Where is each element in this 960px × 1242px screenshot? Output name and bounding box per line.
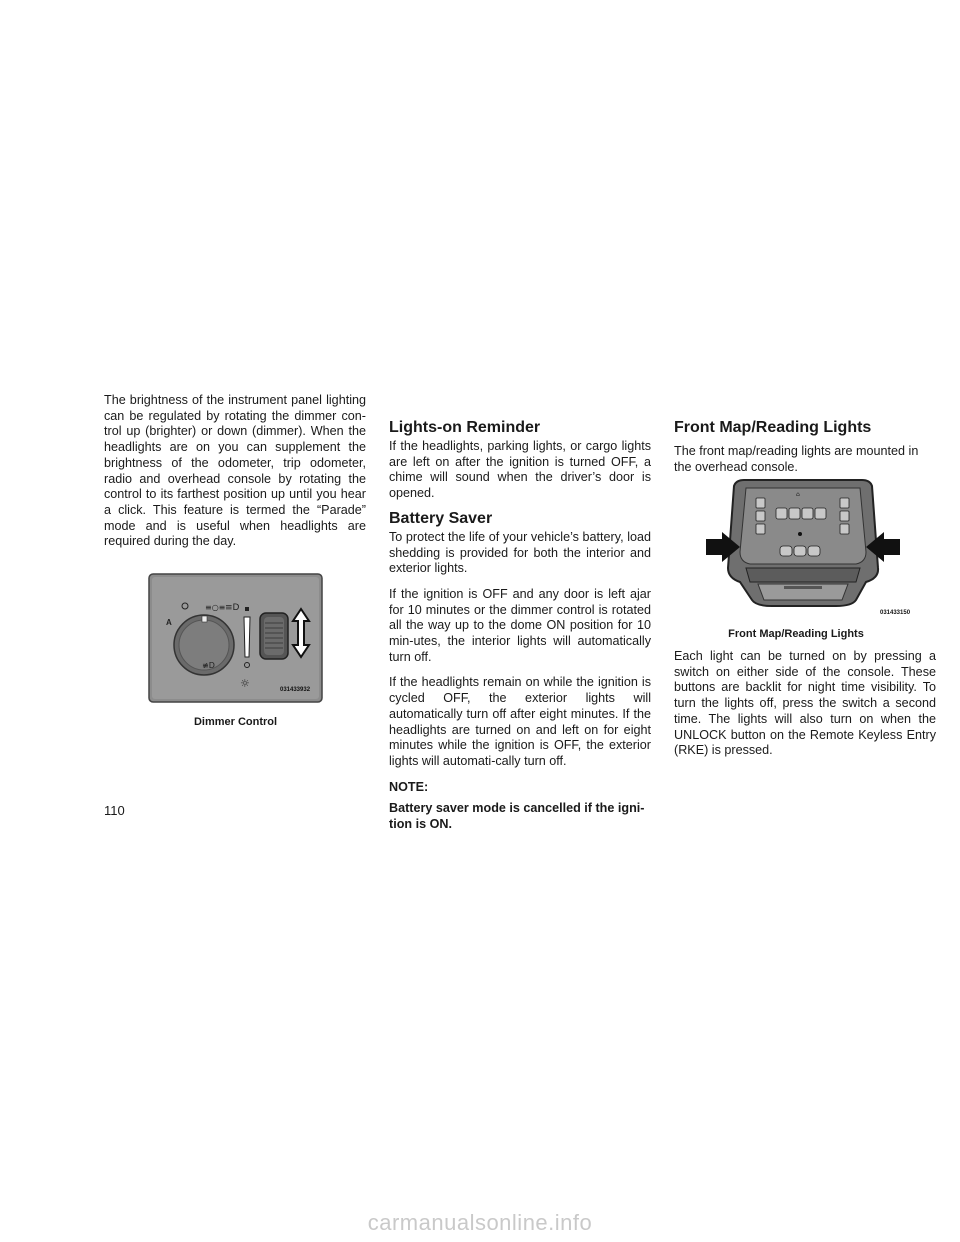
map-lights-caption: Front Map/Reading Lights	[728, 628, 864, 640]
map-lights-p1: The front map/reading lights are mounted in the overhead console.	[674, 444, 919, 474]
battery-saver-p1: To protect the life of your vehicle’s battery, load shedding is provided for both the interior and exterior lights.	[389, 529, 651, 576]
watermark: carmanualsonline.info	[367, 1210, 593, 1235]
note-body: Battery saver mode is cancelled if the igni-tion is ON.	[389, 801, 645, 832]
svg-text:≡○≡: ≡○≡	[205, 603, 226, 612]
lights-on-paragraph: If the headlights, parking lights, or cargo lights are left on after the ignition is turned OFF, a chime will sound when the driver’s door is opened.	[389, 439, 651, 501]
page-number: 110	[104, 803, 125, 818]
battery-saver-p3: If the headlights remain on while the ignition is cycled OFF, the exterior lights will automatically turn off after eight minutes. If the headlights are turned on and left on for eight minutes while the ignition is OFF, the exterior lights will automati-cally turn off.	[389, 675, 651, 768]
battery-saver-heading: Battery Saver	[389, 509, 493, 527]
map-lights-heading: Front Map/Reading Lights	[674, 419, 872, 436]
switch-label-a: A	[166, 618, 172, 627]
dimmer-caption: Dimmer Control	[193, 716, 278, 728]
column-left	[104, 393, 366, 560]
svg-text:☼: ☼	[240, 677, 250, 690]
map-lights-p2: Each light can be turned on by pressing a switch on either side of the console. These buttons are backlit for night time visibility. To turn the lights off, press the switch a second time. The lights will also turn on when the UNLOCK button on the Remote Keyless Entry (RKE) is pressed.	[674, 649, 936, 758]
svg-text:≡D: ≡D	[225, 603, 240, 613]
battery-saver-p2: If the ignition is OFF and any door is left ajar for 10 minutes or the dimmer control is rotated all the way up to the dome ON position for 10 min-utes, the interior lights will automatically turn off.	[389, 586, 651, 664]
dimmer-control-figure	[148, 573, 323, 703]
svg-text:⌂: ⌂	[796, 491, 800, 498]
dimmer-paragraph: The brightness of the instrument panel lighting can be regulated by rotating the dimmer con-trol up (brighter) or down (dimmer). When the headlights are on you can supplement the brightness of the odometer, trip odometer, radio and overhead console by rotating the control to its farthest position up until you hear a click. This feature is termed the “Parade” mode and is useful when headlights are required during the day.	[104, 393, 366, 549]
figure-code: 031433150	[880, 610, 911, 616]
front-map-lights-figure	[706, 478, 921, 618]
column-middle	[389, 419, 651, 843]
note-label: NOTE:	[389, 779, 429, 794]
lights-on-heading: Lights-on Reminder	[389, 419, 541, 436]
column-right	[674, 419, 936, 485]
column-right-lower	[674, 649, 936, 769]
figure-code: 031433932	[280, 687, 311, 693]
svg-text:≢D: ≢D	[202, 661, 215, 670]
